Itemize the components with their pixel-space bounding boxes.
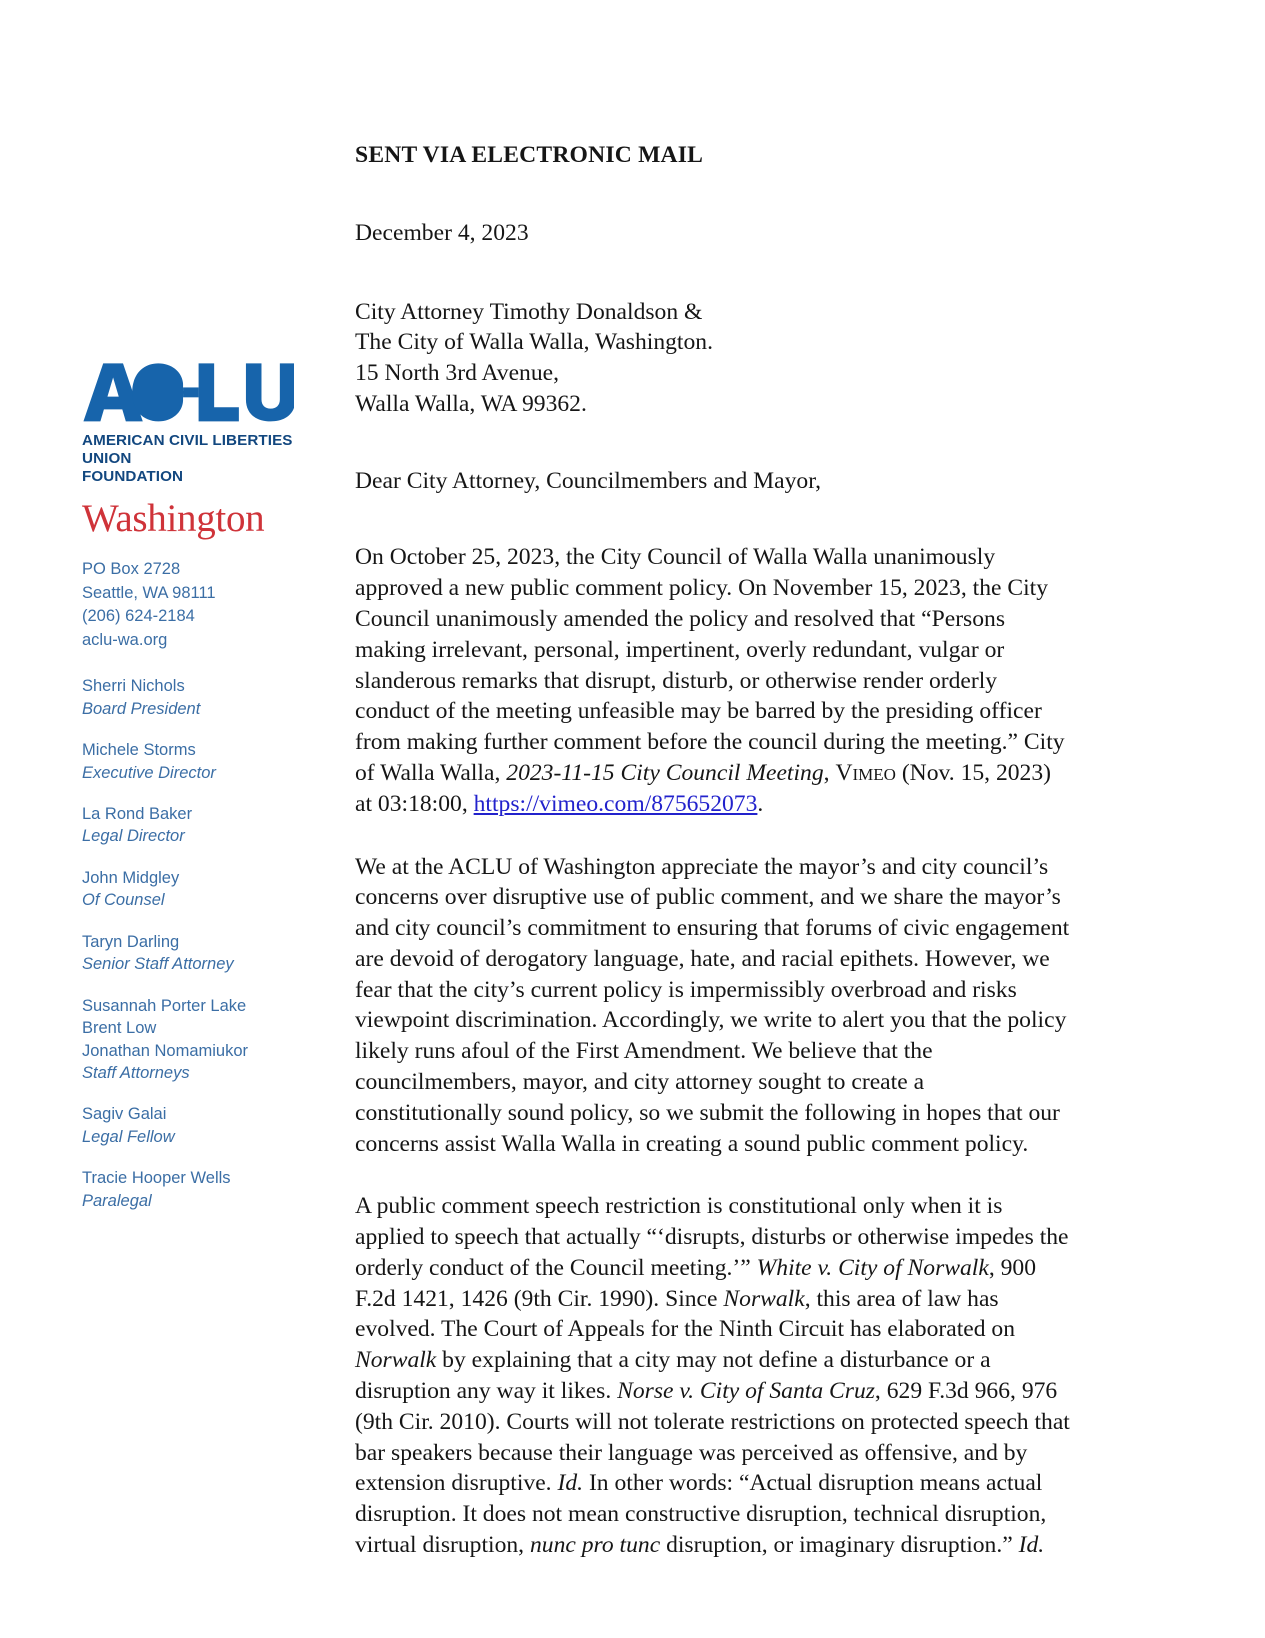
staff-title: Of Counsel: [82, 891, 165, 910]
staff-title: Legal Director: [82, 827, 185, 846]
contact-city-state-zip: Seattle, WA 98111: [82, 583, 216, 602]
case-citation-norse-v-santa-cruz: Norse v. City of Santa Cruz: [617, 1378, 875, 1404]
citation-source-vimeo: Vimeo: [835, 759, 896, 786]
org-name-line-1: AMERICAN CIVIL LIBERTIES UNION: [82, 431, 293, 467]
recipient-address-block: [355, 297, 1071, 420]
paragraph-1-text-part-1: On October 25, 2023, the City Council of Walla Walla unanimously approved a new public comment policy. On November 15, 2023, the City Council unanimously amended the policy and resolved that “Persons making irrelevant, personal, impertinent, overly redundant, vulgar or slanderous remarks that disrupt, disturb, or otherwise render orderly conduct of the meeting unfeasible may be barred by the presiding officer from making further comment before the council during the meeting.” City of Walla Walla,: [355, 544, 1065, 786]
staff-name: Susannah Porter Lake: [82, 996, 247, 1015]
paragraph-aclu-position: We at the ACLU of Washington appreciate the mayor’s and city council’s concerns over disruptive use of public comment, and we share the mayor’s and city council’s commitment to ensuring that forums of civic engagement are devoid of derogatory language, hate, and racial epithets. However, we fear that the city’s current policy is impermissibly overbroad and risks viewpoint discrimination. Accordingly, we write to alert you that the policy likely runs afoul of the First Amendment. We believe that the councilmembers, mayor, and city attorney sought to create a constitutionally sound policy, so we submit the following in hopes that our concerns assist Walla Walla in creating a sound public comment policy.: [355, 853, 1070, 1157]
vimeo-link[interactable]: https://vimeo.com/875652073: [473, 790, 758, 817]
contact-po-box: PO Box 2728: [82, 559, 181, 578]
paragraph-legal-standard: [355, 1191, 1071, 1560]
recipient-line-2: The City of Walla Walla, Washington.: [355, 329, 713, 356]
staff-title: Executive Director: [82, 763, 216, 782]
staff-entry-senior-staff-attorney: [82, 931, 322, 976]
staff-name: Sagiv Galai: [82, 1105, 167, 1124]
staff-entry-executive-director: [82, 739, 322, 784]
staff-entry-legal-fellow: [82, 1103, 322, 1148]
staff-name: Taryn Darling: [82, 932, 180, 951]
paragraph-3-text-part-7: disruption, or imaginary disruption.”: [660, 1531, 1019, 1558]
letter-date: December 4, 2023: [355, 219, 529, 246]
staff-title: Legal Fellow: [82, 1127, 175, 1146]
staff-title: Paralegal: [82, 1191, 152, 1210]
staff-name: Jonathan Nomamiukor: [82, 1041, 248, 1060]
contact-phone: (206) 624-2184: [82, 607, 195, 626]
contact-website[interactable]: aclu-wa.org: [82, 631, 168, 650]
paragraph-3-text-part-4: by explaining that a city may not define a disturbance or a disruption any way it likes.: [355, 1347, 991, 1404]
aclu-logo-icon: [82, 362, 294, 423]
recipient-line-1: City Attorney Timothy Donaldson &: [355, 298, 703, 325]
staff-name: Sherri Nichols: [82, 677, 185, 696]
paragraph-1-text-part-2: ,: [823, 759, 836, 786]
paragraph-policy-background: [355, 542, 1071, 819]
staff-entry-staff-attorneys: [82, 995, 322, 1085]
salutation: Dear City Attorney, Councilmembers and Mayor,: [355, 467, 822, 494]
staff-entry-of-counsel: [82, 867, 322, 912]
staff-title: Board President: [82, 699, 201, 718]
paragraph-3-text-part-2: , 900 F.2d 1421, 1426 (9th Cir. 1990). Since: [355, 1254, 1037, 1312]
paragraph-1-text-part-4: .: [757, 790, 764, 817]
staff-name: La Rond Baker: [82, 805, 193, 824]
contact-info: [82, 558, 322, 654]
paragraph-3-text-part-1: A public comment speech restriction is constitutional only when it is applied to speech that actually “‘disrupts, disturbs or otherwise impedes the orderly conduct of the Council meeting.’”: [355, 1193, 1069, 1281]
delivery-method-heading: SENT VIA ELECTRONIC MAIL: [355, 142, 704, 168]
staff-entry-paralegal: [82, 1167, 322, 1212]
staff-entry-legal-director: [82, 803, 322, 848]
id-citation-2: Id.: [1018, 1531, 1045, 1558]
letterhead-sidebar: [82, 362, 322, 1231]
staff-title: Senior Staff Attorney: [82, 955, 234, 974]
affiliate-state-name: Washington: [82, 496, 265, 540]
case-short-cite-norwalk-2: Norwalk: [355, 1347, 437, 1374]
staff-name: Tracie Hooper Wells: [82, 1169, 231, 1188]
aclu-logo: [82, 362, 322, 423]
citation-council-meeting: 2023-11-15 City Council Meeting: [506, 759, 824, 786]
recipient-line-4: Walla Walla, WA 99362.: [355, 390, 587, 417]
paragraph-1-text-part-3: (Nov. 15, 2023) at 03:18:00,: [355, 759, 1052, 817]
org-name: [82, 432, 322, 486]
latin-phrase-nunc-pro-tunc: nunc pro tunc: [529, 1531, 661, 1558]
letter-body: [355, 140, 1071, 1561]
org-name-line-2: FOUNDATION: [82, 467, 184, 485]
id-citation-1: Id.: [557, 1470, 584, 1497]
staff-name: Brent Low: [82, 1019, 157, 1038]
case-short-cite-norwalk-1: Norwalk: [723, 1285, 805, 1312]
paragraph-3-text-part-3: , this area of law has evolved. The Court of Appeals for the Ninth Circuit has elaborated on: [355, 1285, 1016, 1343]
staff-name: John Midgley: [82, 868, 180, 887]
staff-title: Staff Attorneys: [82, 1063, 190, 1082]
recipient-line-3: 15 North 3rd Avenue,: [355, 360, 560, 387]
paragraph-3-text-part-6: In other words: “Actual disruption means actual disruption. It does not mean constructive disruption, technical disruption, virtual disruption,: [355, 1470, 1047, 1558]
case-citation-white-v-norwalk: White v. City of Norwalk: [756, 1254, 989, 1281]
staff-entry-board-president: [82, 675, 322, 720]
paragraph-3-text-part-5: , 629 F.3d 966, 976 (9th Cir. 2010). Courts will not tolerate restrictions on protected speech that bar speakers because their language was perceived as offensive, and by extension disruptive.: [355, 1378, 1070, 1497]
staff-name: Michele Storms: [82, 741, 196, 760]
